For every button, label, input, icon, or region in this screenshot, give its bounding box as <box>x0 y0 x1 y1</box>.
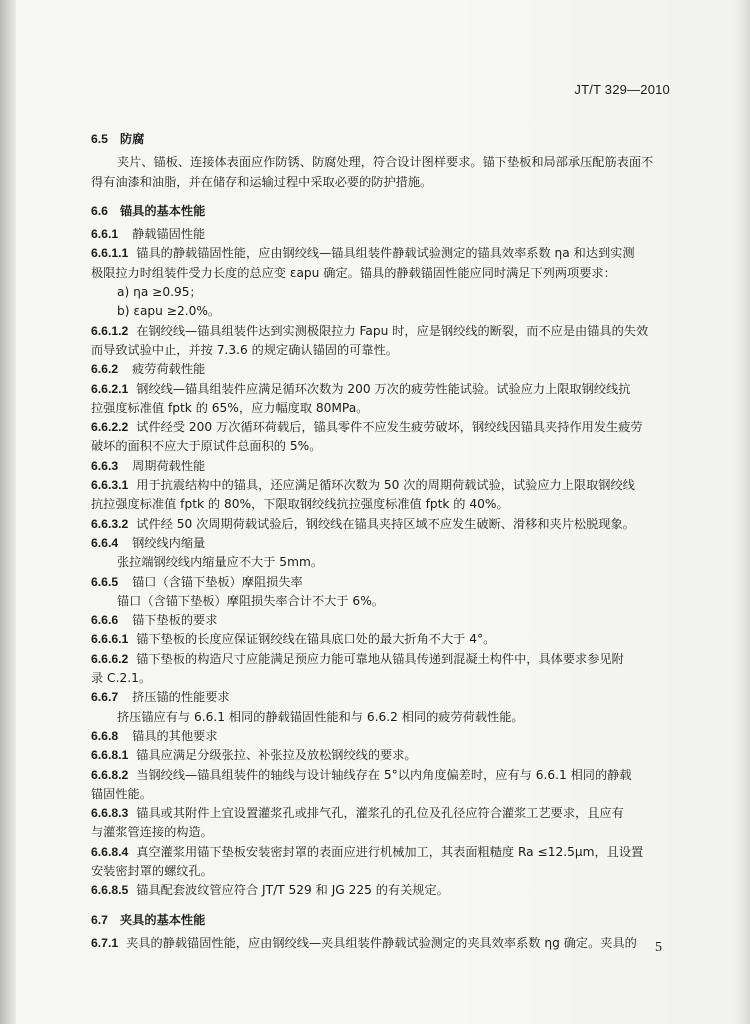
section-heading-6-5: 6.5 防腐 <box>91 132 145 146</box>
paragraph-line: 拉强度标准值 fptk 的 65%，应力幅度取 80MPa。 <box>91 400 369 415</box>
clause-6-7-1: 6.7.1 夹具的静载锚固性能，应由钢绞线—夹具组装件静载试验测定的夹具效率系数 ηg 确定。夹具的 <box>91 935 637 950</box>
clause-6-6-3-1: 6.6.3.1 用于抗震结构中的锚具，还应满足循环次数为 50 次的周期荷载试验，试验应力上限取钢绞线 <box>91 478 635 493</box>
clause-6-6-8-4: 6.6.8.4 真空灌浆用锚下垫板安装密封罩的表面应进行机械加工，其表面粗糙度 Ra ≤12.5μm，且设置 <box>91 844 644 859</box>
list-item-b: b) εapu ≥2.0%。 <box>117 304 221 319</box>
subsection-heading-6-6-6: 6.6.6 锚下垫板的要求 <box>91 613 218 628</box>
clause-6-6-8-1: 6.6.8.1 锚具应满足分级张拉、补张拉及放松钢绞线的要求。 <box>91 748 417 763</box>
clause-6-6-8-2: 6.6.8.2 当钢绞线—锚具组装件的轴线与设计轴线存在 5°以内角度偏差时，应有与 6.6.1 相同的静载 <box>91 767 632 782</box>
clause-6-6-3-2: 6.6.3.2 试件经 50 次周期荷载试验后，钢绞线在锚具夹持区域不应发生破断、滑移和夹片松脱现象。 <box>91 516 635 531</box>
paragraph-line: 录 C.2.1。 <box>91 671 152 686</box>
subsection-heading-6-6-2: 6.6.2 疲劳荷载性能 <box>91 362 206 377</box>
subsection-heading-6-6-7: 6.6.7 挤压锚的性能要求 <box>91 690 230 705</box>
clause-6-6-8-3: 6.6.8.3 锚具或其附件上宜设置灌浆孔或排气孔，灌浆孔的孔位及孔径应符合灌浆工艺要求，且应有 <box>91 806 624 821</box>
paragraph-line: 安装密封罩的螺纹孔。 <box>91 863 213 878</box>
paragraph-line: 极限拉力时组装件受力长度的总应变 εapu 确定。锚具的静载锚固性能应同时满足下列两项要求： <box>91 265 616 280</box>
paragraph-line: 锚口（含锚下垫板）摩阻损失率合计不大于 6%。 <box>117 593 384 608</box>
paragraph-line: 破坏的面积不应大于原试件总面积的 5%。 <box>91 439 322 454</box>
standard-code: JT/T 329—2010 <box>574 82 670 97</box>
document-body <box>91 124 671 953</box>
paragraph-line: 锚固性能。 <box>91 786 152 801</box>
clause-6-6-1-2: 6.6.1.2 在钢绞线—锚具组装件达到实测极限拉力 Fapu 时，应是钢绞线的断裂，而不应是由锚具的失效 <box>91 323 649 338</box>
subsection-heading-6-6-8: 6.6.8 锚具的其他要求 <box>91 728 218 743</box>
page-edge <box>736 0 750 1024</box>
clause-6-6-8-5: 6.6.8.5 锚具配套波纹管应符合 JT/T 529 和 JG 225 的有关规定。 <box>91 883 449 898</box>
subsection-heading-6-6-3: 6.6.3 周期荷载性能 <box>91 458 206 473</box>
clause-6-6-1-1: 6.6.1.1 锚具的静载锚固性能，应由钢绞线—锚具组装件静载试验测定的锚具效率系数 ηa 和达到实测 <box>91 246 635 261</box>
clause-6-6-2-1: 6.6.2.1 钢绞线—锚具组装件应满足循环次数为 200 万次的疲劳性能试验。试验应力上限取钢绞线抗 <box>91 381 631 396</box>
subsection-heading-6-6-4: 6.6.4 钢绞线内缩量 <box>91 535 206 550</box>
paragraph-line: 张拉端钢绞线内缩量应不大于 5mm。 <box>117 555 323 570</box>
paragraph-line: 抗拉强度标准值 fptk 的 80%，下限取钢绞线抗拉强度标准值 fptk 的 40%。 <box>91 497 509 512</box>
paragraph-line: 夹片、锚板、连接体表面应作防锈、防腐处理，符合设计图样要求。锚下垫板和局部承压配筋表面不 <box>117 155 654 170</box>
list-item-a: a) ηa ≥0.95； <box>117 285 202 300</box>
binding-shadow <box>0 0 16 1024</box>
clause-6-6-6-1: 6.6.6.1 锚下垫板的长度应保证钢绞线在锚具底口处的最大折角不大于 4°。 <box>91 632 496 647</box>
section-heading-6-7: 6.7 夹具的基本性能 <box>91 912 206 927</box>
paragraph-line: 挤压锚应有与 6.6.1 相同的静载锚固性能和与 6.6.2 相同的疲劳荷载性能。 <box>117 709 524 724</box>
paragraph-line: 得有油漆和油脂，并在储存和运输过程中采取必要的防护措施。 <box>91 174 433 189</box>
section-heading-6-6: 6.6 锚具的基本性能 <box>91 203 206 218</box>
clause-6-6-6-2: 6.6.6.2 锚下垫板的构造尺寸应能满足预应力能可靠地从锚具传递到混凝土构件中，具体要求参见附 <box>91 651 624 666</box>
clause-6-6-2-2: 6.6.2.2 试件经受 200 万次循环荷载后，锚具零件不应发生疲劳破坏，钢绞线因锚具夹持作用发生疲劳 <box>91 420 643 435</box>
page-number: 5 <box>655 940 662 955</box>
subsection-heading-6-6-1: 6.6.1 静载锚固性能 <box>91 227 206 242</box>
paragraph-line: 与灌浆管连接的构造。 <box>91 825 213 840</box>
subsection-heading-6-6-5: 6.6.5 锚口（含锚下垫板）摩阻损失率 <box>91 574 303 589</box>
paragraph-line: 而导致试验中止，并按 7.3.6 的规定确认锚固的可靠性。 <box>91 342 398 357</box>
